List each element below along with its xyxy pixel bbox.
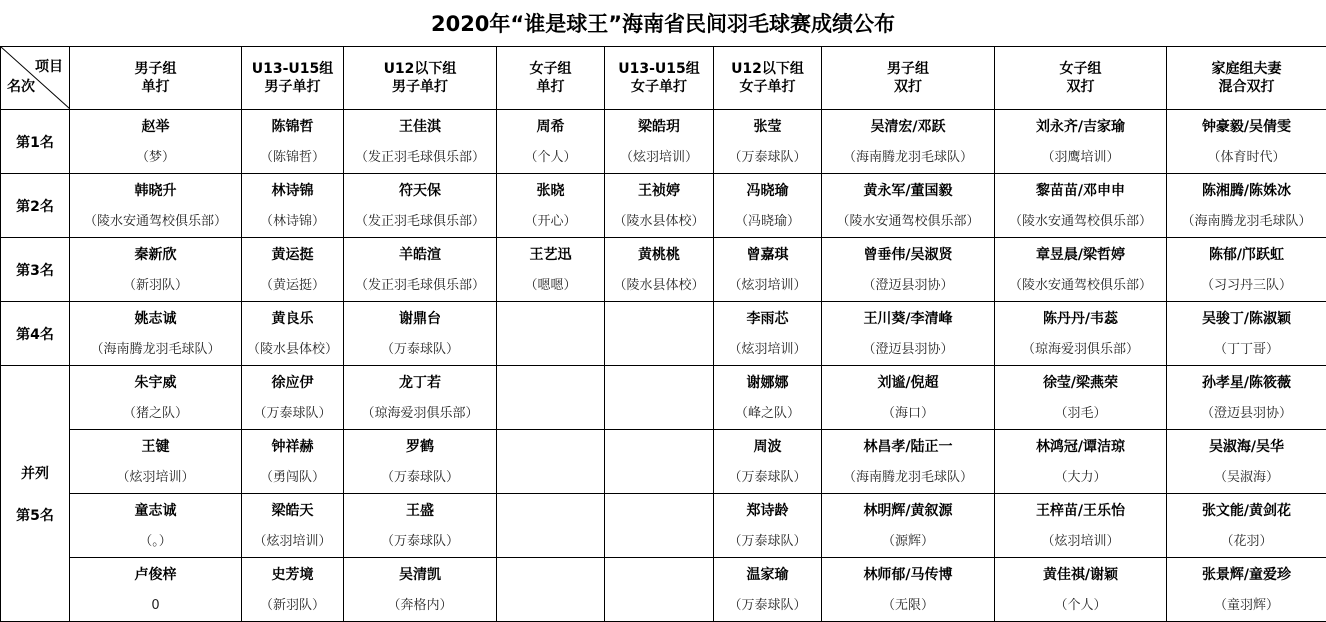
rank-row bbox=[1, 110, 1326, 174]
team-name: （陵水安通驾校俱乐部） bbox=[1008, 214, 1152, 229]
player-name: 孙孝星/陈筱薇 bbox=[1201, 375, 1292, 391]
result-cell bbox=[344, 430, 497, 494]
player-name: 张文能/黄剑花 bbox=[1201, 503, 1292, 519]
column-header bbox=[242, 47, 344, 110]
header-row bbox=[1, 47, 1326, 110]
player-name: 梁皓玥 bbox=[638, 119, 680, 135]
column-header bbox=[344, 47, 497, 110]
team-name: （发正羽毛球俱乐部） bbox=[354, 278, 485, 293]
player-name: 林昌孝/陆正一 bbox=[863, 439, 953, 455]
team-name: （林诗锦） bbox=[259, 214, 325, 229]
team-name: （黄运挺） bbox=[259, 278, 325, 293]
column-header-event: 双打 bbox=[1066, 79, 1095, 95]
result-cell bbox=[995, 366, 1167, 430]
player-name: 谢鼎台 bbox=[399, 311, 441, 327]
column-header-group: 女子组 bbox=[529, 61, 572, 77]
corner-rank-label: 名次 bbox=[7, 79, 35, 95]
result-cell bbox=[714, 494, 822, 558]
team-name: （陵水安通驾校俱乐部） bbox=[83, 214, 227, 229]
result-cell bbox=[1167, 174, 1326, 238]
team-name: （澄迈县羽协） bbox=[862, 342, 954, 357]
team-name: （峰之队） bbox=[734, 406, 800, 421]
column-header bbox=[497, 47, 605, 110]
result-cell bbox=[714, 174, 822, 238]
column-header-group: 家庭组夫妻 bbox=[1211, 61, 1282, 77]
team-name: （新羽队） bbox=[259, 598, 325, 613]
player-name: 谢娜娜 bbox=[746, 375, 789, 391]
rank-label-tied bbox=[1, 366, 70, 622]
player-name: 林鸿冠/谭洁琼 bbox=[1035, 439, 1126, 455]
player-name: 李雨芯 bbox=[746, 311, 789, 327]
player-name: 龙丁若 bbox=[399, 375, 441, 391]
team-name: （炫羽培训） bbox=[728, 342, 807, 357]
team-name: （个人） bbox=[524, 150, 577, 165]
player-name: 张晓 bbox=[536, 183, 565, 199]
result-cell bbox=[242, 430, 344, 494]
player-name: 周波 bbox=[753, 439, 782, 455]
result-cell bbox=[344, 174, 497, 238]
result-cell bbox=[714, 238, 822, 302]
result-cell bbox=[242, 366, 344, 430]
team-name: （炫羽培训） bbox=[253, 534, 332, 549]
rank-row-tied bbox=[1, 558, 1326, 622]
player-name: 吴清宏/邓跃 bbox=[870, 119, 946, 135]
result-cell bbox=[1167, 558, 1326, 622]
result-cell bbox=[605, 430, 714, 494]
player-name: 王盛 bbox=[406, 503, 434, 519]
result-cell bbox=[242, 238, 344, 302]
result-cell bbox=[822, 302, 995, 366]
result-cell bbox=[822, 110, 995, 174]
team-name: （吴淑海） bbox=[1213, 470, 1279, 485]
column-header-event: 男子单打 bbox=[264, 79, 321, 95]
player-name: 温家瑜 bbox=[746, 567, 789, 583]
player-name: 曾垂伟/吴淑贤 bbox=[863, 247, 953, 263]
result-cell bbox=[714, 430, 822, 494]
player-name: 黄良乐 bbox=[271, 311, 314, 327]
team-name: （体育时代） bbox=[1207, 150, 1286, 165]
team-name: （个人） bbox=[1054, 598, 1107, 613]
player-name: 林师郁/马传博 bbox=[863, 567, 953, 583]
team-name: （海南腾龙羽毛球队） bbox=[842, 150, 973, 165]
rank-row bbox=[1, 302, 1326, 366]
column-header-group: 男子组 bbox=[134, 61, 177, 77]
player-name: 黎苗苗/邓申申 bbox=[1035, 183, 1126, 199]
player-name: 曾嘉琪 bbox=[746, 247, 789, 263]
result-cell bbox=[497, 174, 605, 238]
team-name: （猪之队） bbox=[122, 406, 188, 421]
result-cell bbox=[995, 174, 1167, 238]
team-name: （炫羽培训） bbox=[116, 470, 195, 485]
column-header-event: 女子单打 bbox=[739, 79, 796, 95]
player-name: 冯晓瑜 bbox=[746, 183, 789, 199]
column-header bbox=[1167, 47, 1326, 110]
result-cell bbox=[714, 366, 822, 430]
result-cell bbox=[1167, 302, 1326, 366]
rank-row bbox=[1, 238, 1326, 302]
player-name: 刘谧/倪超 bbox=[877, 375, 939, 391]
result-cell bbox=[242, 302, 344, 366]
player-name: 朱宇威 bbox=[134, 375, 177, 391]
result-cell bbox=[605, 238, 714, 302]
team-name: （。） bbox=[139, 534, 172, 549]
team-name: （新羽队） bbox=[122, 278, 188, 293]
rank-label: 第1名 bbox=[1, 110, 70, 174]
result-cell bbox=[70, 494, 242, 558]
team-name: （炫羽培训） bbox=[619, 150, 698, 165]
result-cell bbox=[1167, 110, 1326, 174]
result-cell bbox=[497, 302, 605, 366]
rank-row-tied bbox=[1, 430, 1326, 494]
result-cell bbox=[344, 558, 497, 622]
player-name: 吴淑海/吴华 bbox=[1208, 439, 1285, 455]
team-name: （开心） bbox=[524, 214, 577, 229]
player-name: 王梓苗/王乐怡 bbox=[1035, 503, 1126, 519]
team-name: （习习丹三队） bbox=[1200, 278, 1292, 293]
column-header bbox=[714, 47, 822, 110]
column-header-group: U12以下组 bbox=[383, 61, 457, 77]
result-cell bbox=[995, 302, 1167, 366]
team-name: （海南腾龙羽毛球队） bbox=[1181, 214, 1312, 229]
team-name: （万泰球队） bbox=[728, 470, 807, 485]
column-header-event: 男子单打 bbox=[392, 79, 448, 95]
column-header-group: 女子组 bbox=[1059, 61, 1102, 77]
team-name: （澄迈县羽协） bbox=[1200, 406, 1292, 421]
player-name: 周希 bbox=[536, 119, 565, 135]
player-name: 吴骏丁/陈淑颖 bbox=[1201, 311, 1292, 327]
team-name: 0 bbox=[151, 598, 160, 613]
player-name: 钟祥赫 bbox=[271, 439, 314, 455]
team-name: （无限） bbox=[881, 598, 934, 613]
results-table bbox=[0, 46, 1326, 622]
player-name: 王祯婷 bbox=[638, 183, 680, 199]
column-header-group: U12以下组 bbox=[731, 61, 804, 77]
player-name: 郑诗龄 bbox=[746, 503, 789, 519]
player-name: 王键 bbox=[141, 439, 170, 455]
player-name: 陈湘腾/陈姝冰 bbox=[1201, 183, 1292, 199]
team-name: （陵水安通驾校俱乐部） bbox=[836, 214, 980, 229]
team-name: （万泰球队） bbox=[380, 342, 459, 357]
result-cell bbox=[605, 110, 714, 174]
team-name: （万泰球队） bbox=[728, 598, 807, 613]
team-name: （琼海爱羽俱乐部） bbox=[1021, 342, 1139, 357]
player-name: 秦新欣 bbox=[134, 247, 177, 263]
result-cell bbox=[822, 494, 995, 558]
column-header bbox=[995, 47, 1167, 110]
team-name: （琼海爱羽俱乐部） bbox=[361, 406, 479, 421]
result-cell bbox=[1167, 366, 1326, 430]
result-cell bbox=[242, 110, 344, 174]
player-name: 梁皓天 bbox=[271, 503, 314, 519]
result-cell bbox=[242, 558, 344, 622]
result-cell bbox=[714, 110, 822, 174]
team-name: （海南腾龙羽毛球队） bbox=[842, 470, 973, 485]
team-name: （发正羽毛球俱乐部） bbox=[354, 150, 485, 165]
page-title: 2020年“谁是球王”海南省民间羽毛球赛成绩公布 bbox=[430, 12, 896, 36]
result-cell bbox=[995, 558, 1167, 622]
column-header-event: 混合双打 bbox=[1218, 79, 1275, 95]
player-name: 姚志诚 bbox=[134, 311, 177, 327]
team-name: （奔格内） bbox=[387, 598, 453, 613]
player-name: 韩晓升 bbox=[134, 183, 177, 199]
team-name: （炫羽培训） bbox=[1041, 534, 1120, 549]
rank-row-tied bbox=[1, 494, 1326, 558]
column-header-event: 单打 bbox=[536, 79, 565, 95]
column-header-event: 女子单打 bbox=[631, 79, 687, 95]
result-cell bbox=[497, 366, 605, 430]
team-name: （冯晓瑜） bbox=[734, 214, 800, 229]
team-name: （源辉） bbox=[881, 534, 934, 549]
result-cell bbox=[70, 430, 242, 494]
team-name: （梦） bbox=[135, 150, 175, 165]
player-name: 赵举 bbox=[141, 119, 170, 135]
result-cell bbox=[497, 430, 605, 494]
rank-row bbox=[1, 174, 1326, 238]
result-cell bbox=[497, 110, 605, 174]
result-cell bbox=[242, 174, 344, 238]
player-name: 章昱晨/梁哲婷 bbox=[1035, 247, 1126, 263]
team-name: （海口） bbox=[881, 406, 934, 421]
column-header-event: 双打 bbox=[894, 79, 922, 95]
player-name: 徐应伊 bbox=[271, 375, 314, 391]
team-name: （童羽辉） bbox=[1213, 598, 1279, 613]
player-name: 林诗锦 bbox=[271, 183, 314, 199]
team-name: （陵水县体校） bbox=[246, 342, 338, 357]
rank-label: 第3名 bbox=[1, 238, 70, 302]
player-name: 羊皓渲 bbox=[399, 247, 441, 263]
result-cell bbox=[714, 558, 822, 622]
team-name: （炫羽培训） bbox=[728, 278, 807, 293]
team-name: （万泰球队） bbox=[380, 534, 459, 549]
player-name: 刘永齐/吉家瑜 bbox=[1035, 119, 1126, 135]
player-name: 林明辉/黄叙源 bbox=[863, 503, 953, 519]
result-cell bbox=[1167, 494, 1326, 558]
tied-label: 并列 bbox=[21, 465, 49, 482]
result-cell bbox=[822, 558, 995, 622]
result-cell bbox=[822, 366, 995, 430]
player-name: 黄运挺 bbox=[271, 247, 314, 263]
column-header-group: U13-U15组 bbox=[618, 61, 700, 77]
rank-label: 第4名 bbox=[1, 302, 70, 366]
result-cell bbox=[605, 494, 714, 558]
team-name: （海南腾龙羽毛球队） bbox=[90, 342, 221, 357]
result-cell bbox=[497, 494, 605, 558]
player-name: 张莹 bbox=[753, 119, 782, 135]
result-cell bbox=[822, 430, 995, 494]
team-name: （陈锦哲） bbox=[259, 150, 325, 165]
result-cell bbox=[344, 110, 497, 174]
player-name: 童志诚 bbox=[134, 503, 177, 519]
result-cell bbox=[70, 366, 242, 430]
player-name: 钟豪毅/吴倩雯 bbox=[1201, 119, 1292, 135]
result-cell bbox=[344, 238, 497, 302]
result-cell bbox=[1167, 430, 1326, 494]
column-header bbox=[605, 47, 714, 110]
team-name: （陵水县体校） bbox=[613, 278, 705, 293]
column-header bbox=[70, 47, 242, 110]
player-name: 张景辉/童爱珍 bbox=[1201, 567, 1292, 583]
result-cell bbox=[70, 110, 242, 174]
team-name: （勇闯队） bbox=[259, 470, 325, 485]
player-name: 王佳淇 bbox=[399, 119, 441, 135]
result-cell bbox=[995, 430, 1167, 494]
column-header-group: 男子组 bbox=[887, 61, 929, 77]
corner-event-label: 项目 bbox=[35, 59, 63, 75]
team-name: （羽毛） bbox=[1054, 406, 1107, 421]
team-name: （万泰球队） bbox=[380, 470, 459, 485]
team-name: （发正羽毛球俱乐部） bbox=[354, 214, 485, 229]
team-name: （万泰球队） bbox=[728, 534, 807, 549]
corner-cell bbox=[1, 47, 70, 110]
team-name: （丁丁哥） bbox=[1213, 342, 1279, 357]
result-cell bbox=[344, 302, 497, 366]
player-name: 陈锦哲 bbox=[271, 119, 314, 135]
team-name: （万泰球队） bbox=[728, 150, 807, 165]
result-cell bbox=[605, 366, 714, 430]
team-name: （羽鹰培训） bbox=[1041, 150, 1120, 165]
result-cell bbox=[714, 302, 822, 366]
rank-row-tied bbox=[1, 366, 1326, 430]
player-name: 史芳境 bbox=[271, 567, 314, 583]
result-cell bbox=[242, 494, 344, 558]
player-name: 黄永军/董国毅 bbox=[863, 183, 953, 199]
player-name: 徐莹/梁燕荣 bbox=[1042, 375, 1119, 391]
player-name: 符天保 bbox=[399, 183, 441, 199]
result-cell bbox=[995, 110, 1167, 174]
result-cell bbox=[70, 302, 242, 366]
team-name: （大力） bbox=[1054, 470, 1107, 485]
player-name: 陈丹丹/韦蕊 bbox=[1042, 311, 1119, 327]
result-cell bbox=[1167, 238, 1326, 302]
column-header-event: 单打 bbox=[141, 79, 170, 95]
result-cell bbox=[70, 174, 242, 238]
team-name: （嗯嗯） bbox=[524, 278, 577, 293]
result-cell bbox=[344, 494, 497, 558]
result-cell bbox=[995, 494, 1167, 558]
result-cell bbox=[605, 302, 714, 366]
player-name: 王川葵/李清峰 bbox=[863, 311, 953, 327]
result-cell bbox=[344, 366, 497, 430]
team-name: （陵水安通驾校俱乐部） bbox=[1008, 278, 1152, 293]
team-name: （万泰球队） bbox=[253, 406, 332, 421]
player-name: 黄佳祺/谢颖 bbox=[1042, 567, 1119, 583]
result-cell bbox=[995, 238, 1167, 302]
rank-label: 第2名 bbox=[1, 174, 70, 238]
result-cell bbox=[70, 238, 242, 302]
result-cell bbox=[497, 238, 605, 302]
player-name: 吴清凯 bbox=[399, 567, 441, 583]
team-name: （陵水县体校） bbox=[613, 214, 705, 229]
column-header bbox=[822, 47, 995, 110]
player-name: 陈郁/邝跃虹 bbox=[1208, 247, 1285, 263]
result-cell bbox=[497, 558, 605, 622]
result-cell bbox=[822, 174, 995, 238]
result-cell bbox=[605, 174, 714, 238]
player-name: 卢俊梓 bbox=[134, 567, 177, 583]
team-name: （澄迈县羽协） bbox=[862, 278, 954, 293]
result-cell bbox=[605, 558, 714, 622]
player-name: 黄桃桃 bbox=[638, 247, 680, 263]
result-cell bbox=[70, 558, 242, 622]
result-cell bbox=[822, 238, 995, 302]
player-name: 罗鹤 bbox=[406, 439, 434, 455]
tied-rank-label: 第5名 bbox=[16, 507, 54, 524]
team-name: （花羽） bbox=[1220, 534, 1273, 549]
column-header-group: U13-U15组 bbox=[251, 61, 334, 77]
player-name: 王艺迅 bbox=[529, 247, 572, 263]
